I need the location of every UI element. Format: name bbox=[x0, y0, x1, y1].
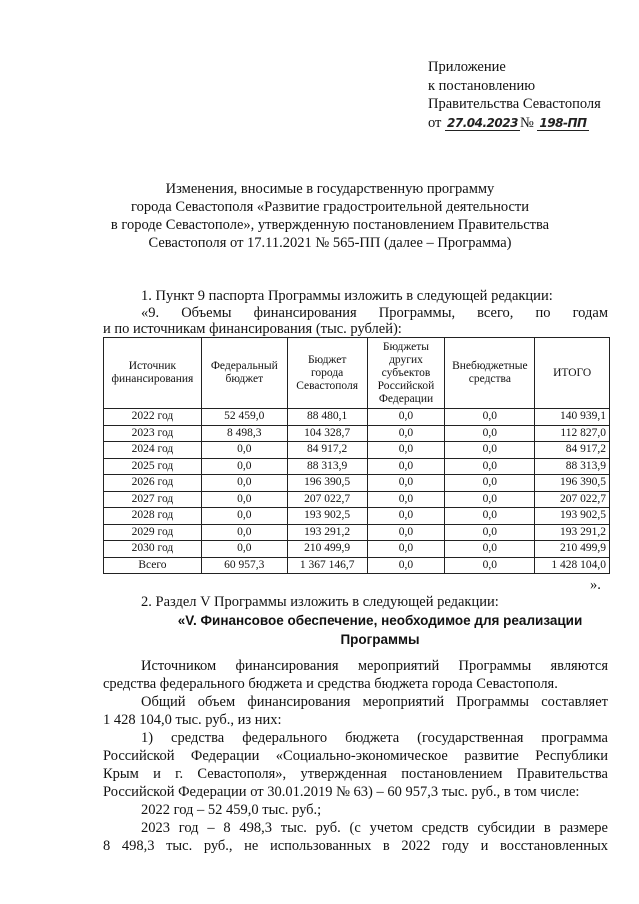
header-total: ИТОГО bbox=[535, 338, 610, 409]
table-closing-quote: ». bbox=[590, 577, 601, 593]
header-other-subjects: Бюджеты других субъектов Российской Федерации bbox=[367, 338, 445, 409]
appendix-line-3: Правительства Севастополя bbox=[428, 96, 601, 112]
table-cell: 60 957,3 bbox=[201, 557, 287, 574]
table-cell: 0,0 bbox=[201, 524, 287, 541]
para-3-line-2: Российской Федерации «Социально-экономическое развитие Республики bbox=[103, 748, 608, 764]
para-3-line-1: 1) средства федерального бюджета (государственная программа bbox=[141, 730, 608, 746]
table-cell: 1 428 104,0 bbox=[535, 557, 610, 574]
table-row bbox=[104, 442, 610, 459]
table-row bbox=[104, 491, 610, 508]
table-cell: 0,0 bbox=[367, 508, 445, 525]
header-extrabudgetary: Внебюджетные средства bbox=[445, 338, 535, 409]
table-cell: 88 313,9 bbox=[287, 458, 367, 475]
table-cell: 0,0 bbox=[201, 541, 287, 558]
para-1-line-1: Источником финансирования мероприятий Программы являются bbox=[141, 658, 608, 674]
table-cell: 0,0 bbox=[201, 458, 287, 475]
table-cell: 0,0 bbox=[445, 557, 535, 574]
table-cell: 2027 год bbox=[104, 491, 202, 508]
table-header-row bbox=[104, 338, 610, 409]
table-cell: 193 291,2 bbox=[535, 524, 610, 541]
table-cell: 2023 год bbox=[104, 425, 202, 442]
table-cell: 193 902,5 bbox=[287, 508, 367, 525]
table-cell: 2030 год bbox=[104, 541, 202, 558]
appendix-line-1: Приложение bbox=[428, 59, 506, 75]
table-cell: 0,0 bbox=[445, 458, 535, 475]
from-prefix: от bbox=[428, 114, 442, 131]
table-cell: 84 917,2 bbox=[535, 442, 610, 459]
table-cell: 196 390,5 bbox=[535, 475, 610, 492]
para-4: 2022 год – 52 459,0 тыс. руб.; bbox=[141, 802, 322, 818]
table-cell: 2028 год bbox=[104, 508, 202, 525]
item-1-text: 1. Пункт 9 паспорта Программы изложить в следующей редакции: bbox=[141, 288, 553, 304]
table-cell: 0,0 bbox=[201, 491, 287, 508]
item-2-text: 2. Раздел V Программы изложить в следующей редакции: bbox=[141, 594, 499, 610]
title-line-3: в городе Севастополе», утвержденную постановлением Правительства bbox=[110, 217, 550, 233]
table-cell: Всего bbox=[104, 557, 202, 574]
table-cell: 140 939,1 bbox=[535, 409, 610, 426]
header-federal: Федеральный бюджет bbox=[201, 338, 287, 409]
table-cell: 210 499,9 bbox=[535, 541, 610, 558]
appendix-block bbox=[428, 58, 601, 132]
table-cell: 2022 год bbox=[104, 409, 202, 426]
item-1-quote-line-1: «9. Объемы финансирования Программы, всего, по годам bbox=[141, 305, 608, 321]
table-cell: 0,0 bbox=[367, 442, 445, 459]
table-cell: 0,0 bbox=[445, 442, 535, 459]
table-cell: 104 328,7 bbox=[287, 425, 367, 442]
handwritten-number: 198-ПП bbox=[539, 115, 587, 130]
heading-line-1: «V. Финансовое обеспечение, необходимое для реализации bbox=[177, 613, 583, 628]
para-3-line-4: Российской Федерации от 30.01.2019 № 63) – 60 957,3 тыс. руб., в том числе: bbox=[103, 784, 580, 800]
table-cell: 0,0 bbox=[201, 508, 287, 525]
para-5-line-2: 8 498,3 тыс. руб., не использованных в 2022 году и восстановленных bbox=[103, 838, 608, 854]
financing-table bbox=[103, 337, 610, 574]
item-1-quote-line-2: и по источникам финансирования (тыс. рублей): bbox=[103, 321, 402, 337]
table-cell: 0,0 bbox=[201, 475, 287, 492]
table-cell: 0,0 bbox=[445, 409, 535, 426]
table-cell: 2029 год bbox=[104, 524, 202, 541]
table-cell: 88 480,1 bbox=[287, 409, 367, 426]
table-cell: 8 498,3 bbox=[201, 425, 287, 442]
table-row bbox=[104, 541, 610, 558]
table-cell: 196 390,5 bbox=[287, 475, 367, 492]
title-line-2: города Севастополя «Развитие градостроительной деятельности bbox=[130, 199, 529, 215]
table-cell: 2026 год bbox=[104, 475, 202, 492]
table-cell: 210 499,9 bbox=[287, 541, 367, 558]
document-title bbox=[70, 180, 590, 252]
table-cell: 0,0 bbox=[445, 491, 535, 508]
appendix-date-line bbox=[428, 114, 601, 133]
para-5-line-1: 2023 год – 8 498,3 тыс. руб. (с учетом средств субсидии в размере bbox=[141, 820, 608, 836]
table-cell: 88 313,9 bbox=[535, 458, 610, 475]
table-row bbox=[104, 458, 610, 475]
table-cell: 0,0 bbox=[445, 475, 535, 492]
table-cell: 0,0 bbox=[445, 425, 535, 442]
table-cell: 0,0 bbox=[367, 524, 445, 541]
handwritten-date: 27.04.2023 bbox=[447, 115, 518, 130]
table-cell: 0,0 bbox=[367, 491, 445, 508]
heading-line-2: Программы bbox=[340, 632, 420, 647]
table-cell: 0,0 bbox=[445, 524, 535, 541]
header-source: Источник финансирования bbox=[104, 338, 202, 409]
title-line-1: Изменения, вносимые в государственную программу bbox=[165, 181, 495, 197]
number-sign: № bbox=[519, 114, 534, 131]
table-cell: 2024 год bbox=[104, 442, 202, 459]
table-cell: 0,0 bbox=[445, 508, 535, 525]
table-cell: 207 022,7 bbox=[287, 491, 367, 508]
table-row bbox=[104, 508, 610, 525]
table-cell: 0,0 bbox=[201, 442, 287, 459]
header-city: Бюджет города Севастополя bbox=[287, 338, 367, 409]
table-cell: 0,0 bbox=[367, 475, 445, 492]
appendix-line-2: к постановлению bbox=[428, 77, 536, 94]
table-cell: 52 459,0 bbox=[201, 409, 287, 426]
table-cell: 193 291,2 bbox=[287, 524, 367, 541]
table-cell: 0,0 bbox=[367, 541, 445, 558]
table-row bbox=[104, 409, 610, 426]
para-2-line-2: 1 428 104,0 тыс. руб., из них: bbox=[103, 712, 282, 728]
table-total-row bbox=[104, 557, 610, 574]
table-cell: 2025 год bbox=[104, 458, 202, 475]
para-2-line-1: Общий объем финансирования мероприятий Программы составляет bbox=[141, 694, 608, 710]
para-1-line-2: средства федерального бюджета и средства бюджета города Севастополя. bbox=[103, 676, 558, 692]
section-v-heading bbox=[150, 611, 610, 649]
table-cell: 112 827,0 bbox=[535, 425, 610, 442]
table-cell: 0,0 bbox=[367, 458, 445, 475]
para-3-line-3: Крым и г. Севастополя», утвержденная постановлением Правительства bbox=[103, 766, 608, 782]
table-row bbox=[104, 425, 610, 442]
title-line-4: Севастополя от 17.11.2021 № 565-ПП (далее – Программа) bbox=[148, 235, 512, 251]
table-cell: 0,0 bbox=[367, 557, 445, 574]
table-cell: 1 367 146,7 bbox=[287, 557, 367, 574]
table-cell: 0,0 bbox=[367, 425, 445, 442]
table-cell: 193 902,5 bbox=[535, 508, 610, 525]
table-cell: 0,0 bbox=[367, 409, 445, 426]
table-cell: 207 022,7 bbox=[535, 491, 610, 508]
table-cell: 0,0 bbox=[445, 541, 535, 558]
table-cell: 84 917,2 bbox=[287, 442, 367, 459]
table-row bbox=[104, 475, 610, 492]
table-row bbox=[104, 524, 610, 541]
